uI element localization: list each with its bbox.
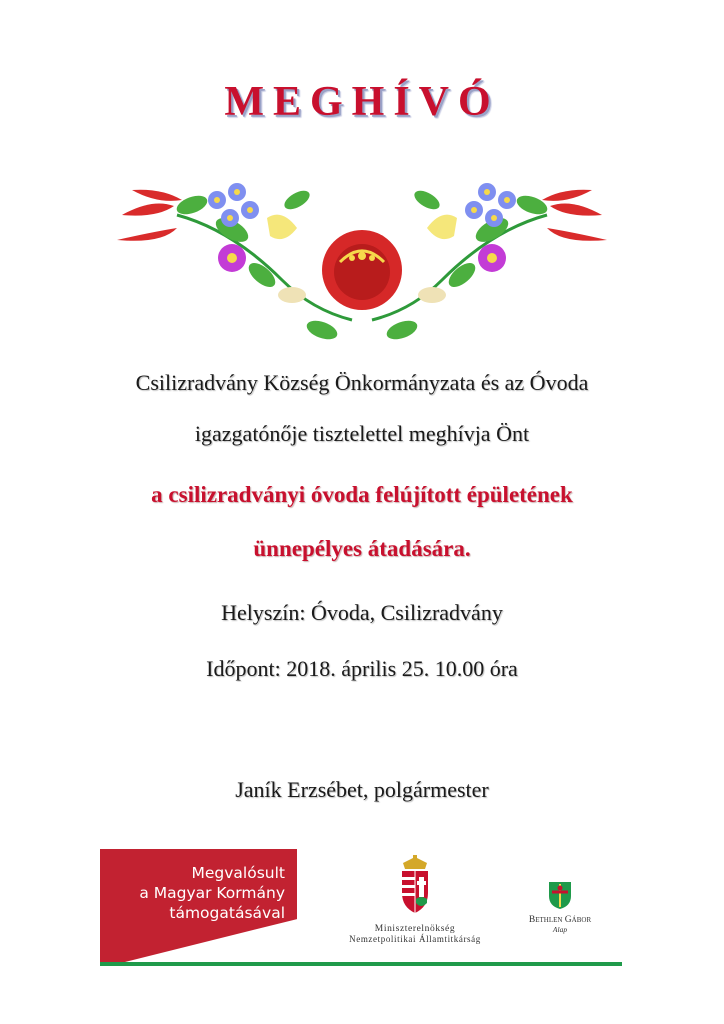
- hungarian-coat-of-arms-icon: [398, 855, 432, 917]
- bethlen-gabor-logo: [515, 880, 605, 934]
- support-line-1: Megvalósult: [191, 864, 285, 882]
- fund-subtitle: Alap: [552, 925, 568, 934]
- support-line-2: a Magyar Kormány: [139, 884, 285, 902]
- signature-text: Janík Erzsébet, polgármester: [235, 777, 489, 802]
- government-support-banner: [100, 849, 297, 965]
- location-text: Helyszín: Óvoda, Csilizradvány: [221, 600, 503, 625]
- event-line-1: a csilizradványi óvoda felújított épületének: [151, 482, 573, 507]
- ministry-name: Miniszterelnökség: [374, 924, 456, 934]
- ministry-subtitle: Nemzetpolitikai Államtitkárság: [349, 934, 481, 944]
- invitation-title: MEGHÍVÓ: [224, 79, 500, 125]
- bethlen-gabor-shield-icon: [547, 880, 573, 910]
- intro-line-2: igazgatónője tisztelettel meghívja Önt: [194, 421, 530, 446]
- ministry-logo: [330, 855, 500, 944]
- embroidery-ornament: [112, 170, 612, 345]
- fund-name: Bethlen Gábor: [528, 915, 592, 925]
- footer-divider: [100, 962, 622, 966]
- event-line-2: ünnepélyes átadására.: [253, 536, 471, 561]
- intro-line-1: Csilizradvány Község Önkormányzata és az Óvoda: [135, 370, 589, 395]
- time-text: Időpont: 2018. április 25. 10.00 óra: [206, 656, 518, 681]
- support-line-3: támogatásával: [169, 904, 285, 922]
